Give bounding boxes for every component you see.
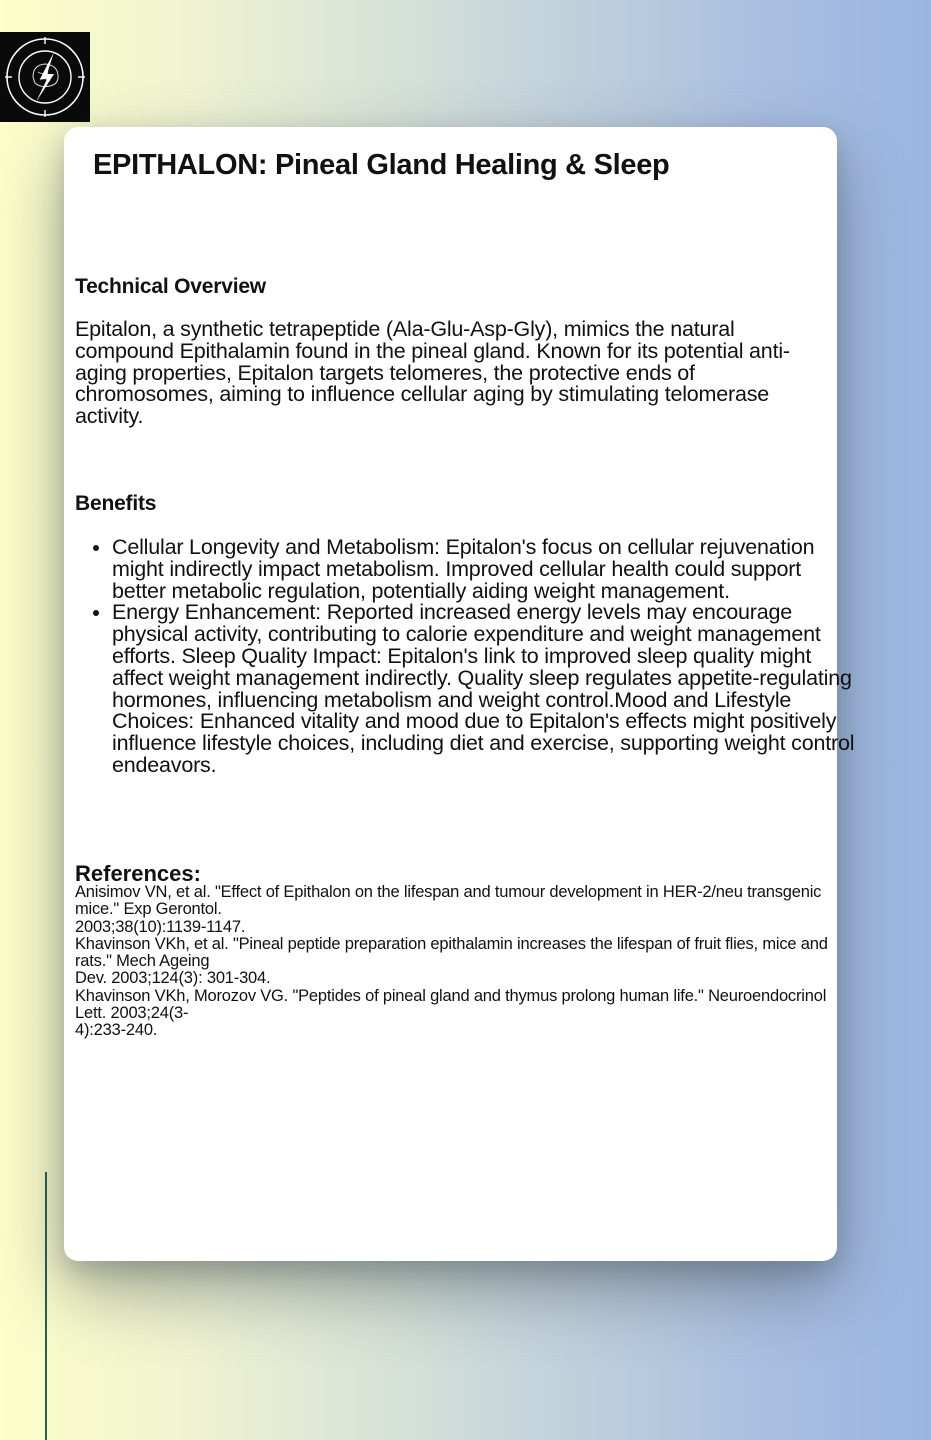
reference-line: Khavinson VKh, et al. "Pineal peptide preparation epithalamin increases the lifespan of fruit flies, mice and rats." Mech Ageing <box>75 934 828 971</box>
brain-lightning-logo-icon <box>0 32 90 122</box>
references-heading: References: <box>75 861 201 886</box>
decorative-vertical-line <box>45 1172 47 1440</box>
benefit-item: • Energy Enhancement: Reported increased energy levels may encourage physical activity, contributing to calorie expenditure and weight management efforts. Sleep Quality Impact: Epitalon's link to improved sleep quality might affect weight management indirectly. Quality sleep regulates appetite-regulating hormones, influencing metabolism and weight control.Mood and Lifestyle Choices: Enhanced vitality and mood due to Epitalon's effects might positively influence lifestyle choices, including diet and exercise, supporting weight control endeavors. <box>112 602 857 776</box>
technical-overview-text: Epitalon, a synthetic tetrapeptide (Ala-Glu-Asp-Gly), mimics the natural compound Epithalamin found in the pineal gland. Known for its potential anti-aging properties, Epitalon targets telomeres, the protective ends of chromosomes, aiming to influence cellular aging by stimulating telomerase activity. <box>75 317 790 429</box>
benefit-item: • Cellular Longevity and Metabolism: Epitalon's focus on cellular rejuvenation might indirectly impact metabolism. Improved cellular health could support better metabolic regulation, potentially aiding weight management. <box>112 537 857 602</box>
clinic-logo[interactable] <box>0 32 90 122</box>
reference-line: Anisimov VN, et al. "Effect of Epithalon on the lifespan and tumour development in HER-2/neu transgenic mice." Exp Gerontol. <box>75 883 822 919</box>
reference-line: Khavinson VKh, Morozov VG. "Peptides of pineal gland and thymus prolong human life." Neuroendocrinol Lett. 2003;24(3- <box>75 986 827 1023</box>
page-title: EPITHALON: Pineal Gland Healing & Sleep <box>93 149 670 181</box>
content-card <box>64 127 855 1261</box>
technical-overview-heading: Technical Overview <box>75 275 266 298</box>
reference-line: 2003;38(10):1139-1147. <box>75 917 246 936</box>
benefits-list <box>75 537 857 777</box>
benefits-heading: Benefits <box>75 492 157 515</box>
reference-line: Dev. 2003;124(3): 301-304. <box>75 969 271 988</box>
reference-line: 4):233-240. <box>75 1021 158 1040</box>
references-list <box>75 884 830 1040</box>
